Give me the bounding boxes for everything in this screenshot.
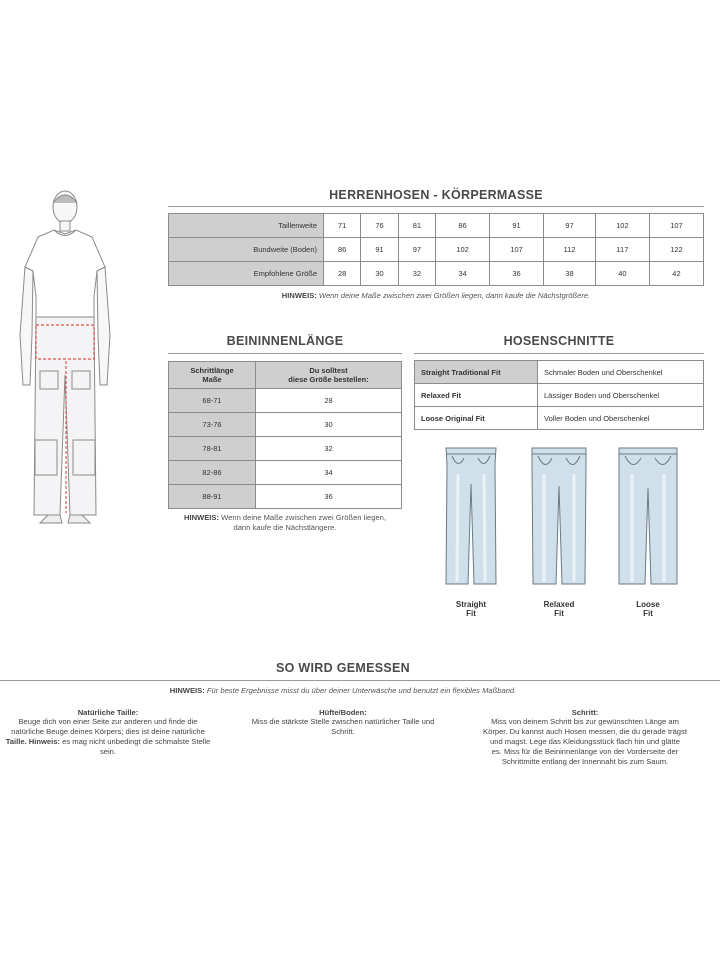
size-cell: 28 [256, 389, 402, 413]
inseam-line5: Schrittmitte entlang der Innennaht bis zum Saum. [501, 757, 669, 766]
table-row [169, 461, 402, 485]
cuts-table [414, 360, 704, 430]
row-label: Bundweite (Boden) [169, 238, 324, 262]
table-cell: 76 [361, 214, 398, 238]
header-measure-line2: Maße [202, 375, 222, 384]
size-cell: 34 [256, 461, 402, 485]
measure-cell: 88-91 [169, 485, 256, 509]
measure-cell: 82-86 [169, 461, 256, 485]
inseam-table [168, 361, 402, 509]
table-cell: 102 [595, 214, 649, 238]
table-row [169, 389, 402, 413]
table-cell: 117 [595, 238, 649, 262]
header-size [256, 362, 402, 389]
waist-hint-label: Taille. Hinweis: [5, 737, 60, 746]
table-row [415, 407, 704, 430]
note-text: Wenn deine Maße zwischen zwei Größen liegen, dann kaufe die Nächstgrößere. [318, 291, 591, 300]
table-cell: 91 [361, 238, 398, 262]
table-row [169, 485, 402, 509]
man-figure-illustration [10, 185, 120, 525]
table-cell: 91 [490, 214, 544, 238]
straight-fit-label [440, 600, 502, 618]
table-header-row [169, 362, 402, 389]
note-text: Für beste Ergebnisse misst du über deiner Unterwäsche und benutzt ein flexibles Maßband. [206, 686, 517, 695]
measure-note [0, 686, 686, 695]
body-measurements-rule [168, 206, 704, 207]
table-cell: 107 [649, 214, 703, 238]
table-cell: 102 [436, 238, 490, 262]
measure-cell: 78-81 [169, 437, 256, 461]
note-text: Wenn deine Maße zwischen zwei Größen liegen, [221, 513, 387, 522]
table-cell: 97 [544, 214, 596, 238]
table-cell: 86 [436, 214, 490, 238]
table-cell: 30 [361, 262, 398, 286]
table-row [169, 238, 704, 262]
hip-line2: Schritt. [331, 727, 355, 736]
waist-line4: sein. [99, 747, 117, 756]
table-cell: 42 [649, 262, 703, 286]
fit-description: Voller Boden und Oberschenkel [538, 407, 704, 430]
table-cell: 112 [544, 238, 596, 262]
table-cell: 86 [324, 238, 361, 262]
table-cell: 107 [490, 238, 544, 262]
body-measurements-title: HERRENHOSEN - KÖRPERMASSE [329, 188, 543, 202]
straight-fit-pants-icon [440, 444, 502, 594]
inseam-heading: Schritt: [571, 708, 599, 717]
hip-line1: Miss die stärkste Stelle zwischen natürlicher Taille und [251, 717, 435, 726]
table-cell: 28 [324, 262, 361, 286]
fit-name: Straight Traditional Fit [415, 361, 538, 384]
measure-rule [0, 680, 720, 681]
inseam-line2: Körper. Du kannst auch Hosen messen, die du gerade trägst [483, 727, 687, 736]
body-measurements-note [168, 291, 704, 300]
table-cell: 36 [490, 262, 544, 286]
header-measure [169, 362, 256, 389]
table-row [169, 437, 402, 461]
body-measurements-table [168, 213, 704, 286]
table-row [169, 214, 704, 238]
table-cell: 81 [398, 214, 435, 238]
measure-title: SO WIRD GEMESSEN [276, 661, 410, 675]
inseam-line1: Miss von deinem Schritt bis zur gewünschten Länge am [491, 717, 679, 726]
table-cell: 40 [595, 262, 649, 286]
loose-fit-label-line2: Fit [643, 609, 653, 618]
inseam-line3: und magst. Lege das Kleidungsstück flach hin und glätte [490, 737, 680, 746]
table-cell: 97 [398, 238, 435, 262]
loose-fit-pants-icon [616, 444, 680, 594]
relaxed-fit-label-line2: Fit [554, 609, 564, 618]
cuts-title: HOSENSCHNITTE [503, 334, 615, 348]
straight-fit-label-line1: Straight [455, 600, 487, 609]
size-cell: 36 [256, 485, 402, 509]
inseam-note-line2: dann kaufe die Nächstlängere. [233, 523, 337, 532]
note-label: HINWEIS: [281, 291, 317, 300]
loose-fit-label [616, 600, 680, 618]
inseam-title: BEININNENLÄNGE [226, 334, 344, 348]
loose-fit-label-line1: Loose [636, 600, 660, 609]
fit-description: Lässiger Boden und Oberschenkel [538, 384, 704, 407]
relaxed-fit-label [528, 600, 590, 618]
fit-description: Schmaler Boden und Oberschenkel [538, 361, 704, 384]
table-row [415, 361, 704, 384]
row-label: Taillenweite [169, 214, 324, 238]
header-measure-line1: Schrittlänge [190, 366, 234, 375]
table-cell: 122 [649, 238, 703, 262]
table-cell: 71 [324, 214, 361, 238]
table-row [169, 413, 402, 437]
table-cell: 38 [544, 262, 596, 286]
measure-cell: 73-76 [169, 413, 256, 437]
table-cell: 34 [436, 262, 490, 286]
cuts-rule [414, 353, 704, 354]
header-size-line1: Du solltest [309, 366, 348, 375]
size-cell: 32 [256, 437, 402, 461]
header-size-line2: diese Größe bestellen: [288, 375, 369, 384]
waist-heading: Natürliche Taille: [77, 708, 139, 717]
hip-instructions [234, 708, 452, 737]
waist-line1: Beuge dich von einer Seite zur anderen und finde die [18, 717, 198, 726]
waist-line3 [0, 737, 216, 747]
note-label: HINWEIS: [183, 513, 219, 522]
row-label: Empfohlene Größe [169, 262, 324, 286]
hip-heading: Hüfte/Boden: [319, 708, 367, 717]
inseam-instructions [466, 708, 704, 767]
table-cell: 32 [398, 262, 435, 286]
inseam-line4: es. Miss für die Beininnenlänge von der Vorderseite der [491, 747, 679, 756]
table-row [169, 262, 704, 286]
size-cell: 30 [256, 413, 402, 437]
waist-instructions [0, 708, 216, 757]
fit-name: Loose Original Fit [415, 407, 538, 430]
fit-name: Relaxed Fit [415, 384, 538, 407]
waist-line2: natürliche Beuge deines Körpers; dies ist deine natürliche [11, 727, 205, 736]
relaxed-fit-pants-icon [528, 444, 590, 594]
table-row [415, 384, 704, 407]
waist-hint-text: es mag nicht unbedingt die schmalste Stelle [60, 737, 211, 746]
inseam-note [168, 513, 402, 533]
inseam-note-line1 [168, 513, 402, 523]
straight-fit-label-line2: Fit [466, 609, 476, 618]
measure-cell: 68-71 [169, 389, 256, 413]
note-label: HINWEIS: [169, 686, 205, 695]
inseam-rule [168, 353, 402, 354]
relaxed-fit-label-line1: Relaxed [543, 600, 575, 609]
